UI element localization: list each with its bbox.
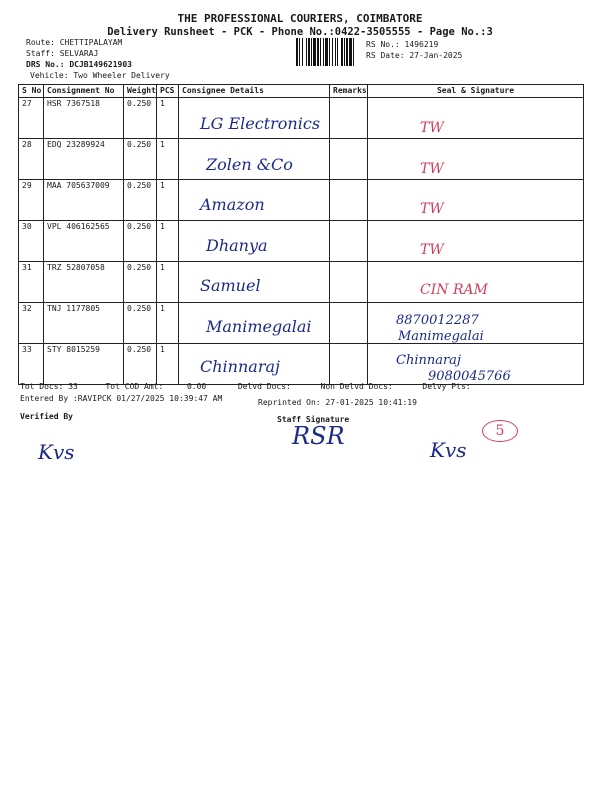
table-row (19, 139, 584, 180)
cell-weight: 0.250 (124, 344, 157, 385)
cell-pcs: 1 (157, 180, 179, 221)
cell-weight: 0.250 (124, 303, 157, 344)
handwritten-seal: TW (420, 120, 444, 136)
barcode-image (296, 38, 360, 66)
cell-seal (368, 139, 584, 180)
cell-remarks (330, 221, 368, 262)
barcode-bar (320, 38, 321, 66)
cell-consignment: STY 8015259 (44, 344, 124, 385)
cell-remarks (330, 98, 368, 139)
cell-pcs: 1 (157, 262, 179, 303)
cell-consignment: TNJ 1177805 (44, 303, 124, 344)
vehicle-value: Two Wheeler Delivery (73, 71, 170, 80)
handwritten-seal: TW (420, 241, 444, 258)
cell-sno: 31 (19, 262, 44, 303)
staff-label: Staff: (26, 49, 55, 58)
handwritten-consignee: Samuel (200, 276, 261, 295)
cell-pcs: 1 (157, 98, 179, 139)
handwritten-seal: TW (420, 160, 444, 177)
handwritten-seal-extra: Manimegalai (398, 328, 484, 344)
barcode-bar (299, 38, 300, 66)
barcode-bar (329, 38, 330, 66)
table-header-row (19, 85, 584, 98)
totals-line (20, 381, 590, 392)
handwritten-seal-extra: 9080045766 (428, 369, 511, 384)
cell-sno: 28 (19, 139, 44, 180)
route-label: Route: (26, 38, 55, 47)
cell-consignment: MAA 705637009 (44, 180, 124, 221)
rs-no-value: 1496219 (404, 40, 439, 49)
verified-signature: Kvs (38, 440, 75, 464)
runsheet-subtitle: Delivery Runsheet - PCK - Phone No.:0422-3505555 - Page No.:3 (107, 26, 493, 38)
barcode-bar (325, 38, 328, 66)
handwritten-consignee: Dhanya (206, 235, 268, 255)
barcode-bar (311, 38, 312, 66)
circled-number: 5 (482, 420, 518, 442)
cell-weight: 0.250 (124, 262, 157, 303)
barcode-bar (341, 38, 343, 66)
cell-remarks (330, 180, 368, 221)
barcode-bar (296, 38, 298, 66)
handwritten-consignee: Amazon (200, 195, 265, 214)
barcode-bar (317, 38, 319, 66)
tot-docs-value: 33 (68, 382, 78, 391)
cell-sno: 27 (19, 98, 44, 139)
tot-cod-label: Tot COD Amt: (105, 382, 164, 391)
cell-pcs: 1 (157, 344, 179, 385)
drs-value: DCJB149621903 (69, 60, 132, 69)
staff-signature-label: Staff Signature (277, 415, 350, 424)
cell-sno: 29 (19, 180, 44, 221)
cell-sno: 33 (19, 344, 44, 385)
barcode-bar (346, 38, 348, 66)
barcode-bar (323, 38, 324, 66)
handwritten-seal: TW (420, 201, 444, 217)
handwritten-consignee: Manimegalai (206, 316, 312, 336)
col-remarks: Remarks (330, 85, 368, 98)
barcode-bar (344, 38, 345, 66)
table-row (19, 180, 584, 221)
table-row (19, 221, 584, 262)
vehicle-line (30, 71, 170, 81)
col-sno: S No (19, 85, 44, 98)
staff-value: SELVARAJ (59, 49, 99, 58)
barcode-bar (332, 38, 333, 66)
cell-weight: 0.250 (124, 180, 157, 221)
barcode-bar (308, 38, 310, 66)
col-weight: Weight (124, 85, 157, 98)
cell-remarks (330, 262, 368, 303)
barcode-bar (353, 38, 354, 66)
rs-date-line (366, 51, 462, 61)
tot-docs-label: Tot Docs: (20, 382, 64, 391)
cell-remarks (330, 344, 368, 385)
delvd-docs-label: Delvd Docs: (237, 382, 291, 391)
staff-line (26, 49, 98, 59)
cell-sno: 32 (19, 303, 44, 344)
route-value: CHETTIPALAYAM (59, 38, 123, 47)
col-consignee: Consignee Details (179, 85, 330, 98)
barcode-bar (313, 38, 316, 66)
barcode-bar (306, 38, 307, 66)
company-title: THE PROFESSIONAL COURIERS, COIMBATORE (177, 12, 423, 25)
vehicle-label: Vehicle: (30, 71, 69, 80)
rs-no-line (366, 40, 438, 50)
cell-weight: 0.250 (124, 98, 157, 139)
rs-date-value: 27-Jan-2025 (409, 51, 463, 60)
non-delvd-docs-label: Non Delvd Docs: (320, 382, 393, 391)
col-pcs: PCS (157, 85, 179, 98)
col-consignment: Consignment No (44, 85, 124, 98)
cell-remarks (330, 303, 368, 344)
delvy-pts-label: Delvy Pts: (422, 382, 471, 391)
cell-consignment: EDQ 23289924 (44, 139, 124, 180)
rs-no-label: RS No.: (366, 40, 400, 49)
right-signature: Kvs (430, 438, 467, 462)
cell-weight: 0.250 (124, 221, 157, 262)
route-line (26, 38, 122, 48)
cell-seal (368, 180, 584, 221)
barcode-bar (335, 38, 336, 66)
cell-seal (368, 221, 584, 262)
cell-consignment: VPL 406162565 (44, 221, 124, 262)
entered-by: Entered By :RAVIPCK 01/27/2025 10:39:47 AM (20, 394, 223, 403)
reprinted-on: Reprinted On: 27-01-2025 10:41:19 (258, 398, 417, 407)
barcode-bar (337, 38, 338, 66)
handwritten-consignee: Zolen &Co (206, 154, 293, 174)
verified-by-label: Verified By (20, 412, 73, 421)
handwritten-seal: Chinnaraj (396, 353, 461, 368)
drs-line (26, 60, 132, 70)
cell-consignment: TRZ 52807058 (44, 262, 124, 303)
cell-pcs: 1 (157, 303, 179, 344)
rs-date-label: RS Date: (366, 51, 405, 60)
handwritten-seal: 8870012287 (396, 312, 479, 328)
handwritten-seal: CIN RAM (420, 282, 488, 298)
tot-cod-value: 0.00 (186, 382, 207, 391)
table-row (19, 262, 584, 303)
cell-sno: 30 (19, 221, 44, 262)
cell-pcs: 1 (157, 221, 179, 262)
barcode-bar (349, 38, 352, 66)
col-seal: Seal & Signature (368, 85, 584, 98)
cell-weight: 0.250 (124, 139, 157, 180)
handwritten-consignee: LG Electronics (200, 114, 321, 133)
staff-signature: RSR (292, 422, 345, 450)
cell-pcs: 1 (157, 139, 179, 180)
barcode-bar (302, 38, 303, 66)
handwritten-consignee: Chinnaraj (200, 357, 280, 376)
cell-seal (368, 98, 584, 139)
cell-consignment: HSR 7367518 (44, 98, 124, 139)
drs-label: DRS No.: (26, 60, 65, 69)
cell-remarks (330, 139, 368, 180)
